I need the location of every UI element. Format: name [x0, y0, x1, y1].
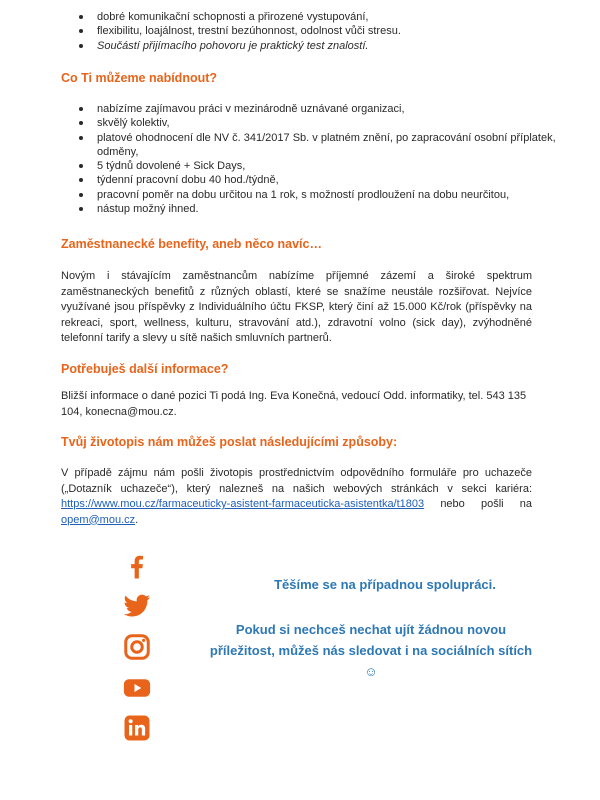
- cv-text-intro: V případě zájmu nám pošli životopis prostřednictvím odpovědního formuláře pro uchazeče („Dotazník uchazeče“), který nalezneš na našich webových stránkách v sekci kariéra:: [61, 467, 532, 495]
- list-item: pracovní poměr na dobu určitou na 1 rok, s možností prodloužení na dobu neurčitou,: [78, 188, 558, 202]
- linkedin-icon[interactable]: [122, 713, 152, 743]
- twitter-icon[interactable]: [122, 590, 152, 620]
- email-link[interactable]: opem@mou.cz: [61, 513, 136, 526]
- youtube-icon[interactable]: [122, 673, 152, 703]
- benefits-text: Novým i stávajícím zaměstnancům nabízíme příjemné zázemí a široké spektrum zaměstnaneckých benefitů z různých oblastí, které se snažíme neustále rozšiřovat. Nejvíce využívané jsou příspěvky z Individuálního účtu FKSP, který činí až 15.000 Kč/rok (příspěvky na rekreaci, sport, wellness, kulturu, stravování atd.), zdravotní volno (sick day), zvýhodněné telefonní tarify a slevy u sítě našich smluvních partnerů.: [61, 270, 532, 344]
- cv-text-end: .: [135, 513, 139, 526]
- list-item: skvělý kolektiv,: [78, 116, 558, 130]
- list-item: dobré komunikační schopnosti a přirozené vystupování,: [78, 10, 558, 24]
- offer-list: [78, 102, 558, 216]
- info-heading: Potřebuješ další informace?: [61, 362, 229, 376]
- cv-text-middle: nebo pošli na: [424, 498, 532, 510]
- list-item: týdenní pracovní dobu 40 hod./týdně,: [78, 173, 558, 187]
- list-item: nástup možný ihned.: [78, 202, 558, 216]
- cv-heading: Tvůj životopis nám můžeš poslat následujícími způsoby:: [61, 435, 398, 449]
- info-text: Bližší informace o dané pozici Ti podá Ing. Eva Konečná, vedoucí Odd. informatiky, tel. 543 135 104, konecna@mou.cz.: [61, 390, 527, 418]
- list-item: 5 týdnů dovolené + Sick Days,: [78, 159, 558, 173]
- list-item: nabízíme zajímavou práci v mezinárodně uznávané organizaci,: [78, 102, 558, 116]
- facebook-icon[interactable]: [122, 551, 152, 581]
- closing-line-2: Pokud si nechceš nechat ujít žádnou novou příležitost, můžeš nás sledovat i na sociálních sítích ☺: [209, 622, 533, 679]
- benefits-heading: Zaměstnanecké benefity, aneb něco navíc…: [61, 237, 322, 251]
- list-item: Součástí přijímacího pohovoru je praktický test znalostí.: [78, 39, 558, 53]
- offer-heading: Co Ti můžeme nabídnout?: [61, 71, 218, 85]
- list-item: flexibilitu, loajálnost, trestní bezúhonnost, odolnost vůči stresu.: [78, 24, 558, 38]
- requirements-list: [78, 10, 558, 53]
- instagram-icon[interactable]: [122, 632, 152, 662]
- list-item: platové ohodnocení dle NV č. 341/2017 Sb. v platném znění, po zapracování osobní příplatek, odměny,: [78, 131, 558, 160]
- cv-text: [61, 466, 532, 528]
- career-form-link[interactable]: https://www.mou.cz/farmaceuticky-asistent-farmaceuticka-asistentka/t1803: [61, 498, 425, 510]
- closing-line-1: Těšíme se na případnou spolupráci.: [274, 577, 496, 592]
